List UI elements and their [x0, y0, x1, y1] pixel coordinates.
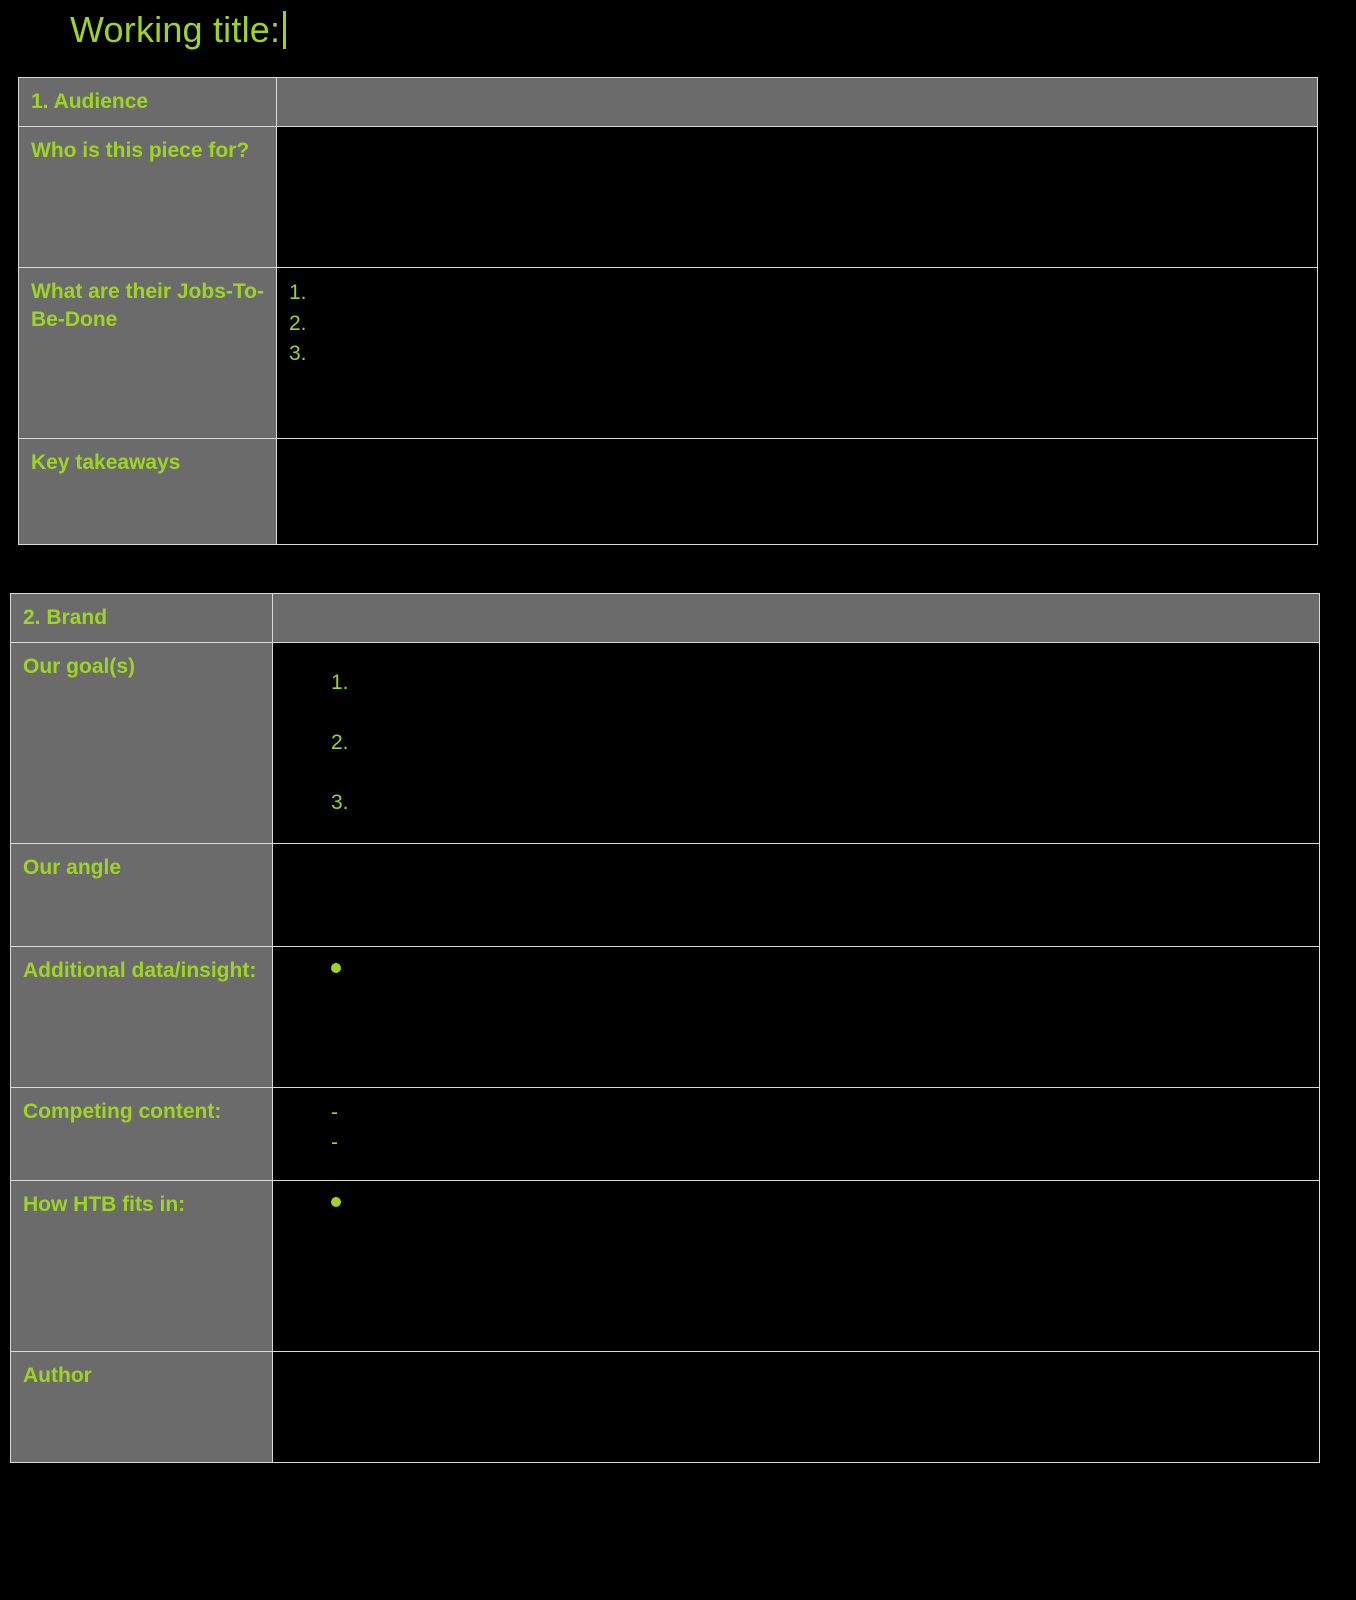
- row-label-additional-data-insight: Additional data/insight:: [11, 946, 273, 1087]
- row-label-author: Author: [11, 1351, 273, 1462]
- numbered-list: [289, 278, 1305, 369]
- table-row: [11, 643, 1320, 844]
- audience-table: [18, 77, 1318, 545]
- bullet-icon: [331, 1197, 341, 1207]
- table-row: [11, 594, 1320, 643]
- table-row: [11, 843, 1320, 946]
- text-cursor: [283, 11, 286, 49]
- numbered-list: [285, 653, 1307, 833]
- row-label-our-goals: Our goal(s): [11, 643, 273, 844]
- row-value-our-goals[interactable]: [273, 643, 1320, 844]
- row-value-key-takeaways[interactable]: [277, 439, 1318, 545]
- section-title-audience: 1. Audience: [19, 78, 277, 127]
- table-row: [19, 439, 1318, 545]
- row-label-our-angle: Our angle: [11, 843, 273, 946]
- section-header-value-brand[interactable]: [273, 594, 1320, 643]
- row-value-who-is-this-piece-for[interactable]: [277, 127, 1318, 268]
- row-value-our-angle[interactable]: [273, 843, 1320, 946]
- dashed-list: [285, 1098, 1307, 1159]
- table-row: [19, 127, 1318, 268]
- list-item[interactable]: [285, 957, 1307, 984]
- list-item[interactable]: 1.: [331, 671, 349, 695]
- working-title-label: Working title:: [70, 9, 281, 50]
- row-value-competing-content[interactable]: [273, 1087, 1320, 1180]
- row-value-author[interactable]: [273, 1351, 1320, 1462]
- table-row: [11, 1087, 1320, 1180]
- row-label-key-takeaways: Key takeaways: [19, 439, 277, 545]
- list-item[interactable]: -: [331, 1131, 338, 1154]
- row-value-jobs-to-be-done[interactable]: [277, 268, 1318, 439]
- row-value-how-htb-fits-in[interactable]: [273, 1180, 1320, 1351]
- table-row: [11, 1351, 1320, 1462]
- list-item[interactable]: 3.: [331, 790, 349, 814]
- row-label-who-is-this-piece-for: Who is this piece for?: [19, 127, 277, 268]
- row-label-jobs-to-be-done: What are their Jobs-To-Be-Done: [19, 268, 277, 439]
- bullet-icon: [331, 963, 341, 973]
- table-row: [19, 78, 1318, 127]
- section-header-value-audience[interactable]: [277, 78, 1318, 127]
- row-label-competing-content: Competing content:: [11, 1087, 273, 1180]
- list-item[interactable]: -: [331, 1100, 338, 1124]
- list-item[interactable]: [285, 1191, 1307, 1218]
- section-title-brand: 2. Brand: [11, 594, 273, 643]
- list-item[interactable]: 1.: [289, 281, 307, 305]
- bulleted-list: [285, 957, 1307, 984]
- table-row: [11, 1180, 1320, 1351]
- list-item[interactable]: 2.: [331, 730, 349, 754]
- bulleted-list: [285, 1191, 1307, 1218]
- row-value-additional-data-insight[interactable]: [273, 946, 1320, 1087]
- list-item[interactable]: 3.: [289, 341, 307, 365]
- working-title-line: [0, 0, 1356, 57]
- list-item[interactable]: 2.: [289, 311, 307, 335]
- row-label-how-htb-fits-in: How HTB fits in:: [11, 1180, 273, 1351]
- table-row: [19, 268, 1318, 439]
- brand-table: [10, 593, 1320, 1462]
- table-row: [11, 946, 1320, 1087]
